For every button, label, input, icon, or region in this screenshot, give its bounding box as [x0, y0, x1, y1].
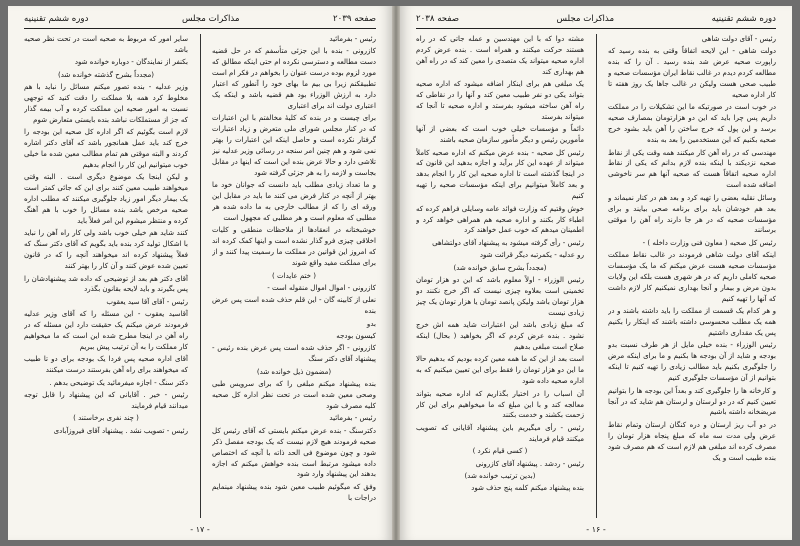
- paragraph: و کارخانه ها را جلوگیری کند و بعداً این بودجه ها را بتوانیم تعیین کنیم که در دو لرستان و لرستان هم شاید که در آنجا مریضخانه داشته باشیم: [608, 385, 776, 417]
- paragraph: یک مبلغی هم برای اینکار اضافه میشود که اداره صحیه بتواند یکی دو نفر طبیب معین کند و آنها را در نقاطی که راه آهن ساخته میشود بفرستد و اداره صحیه تا آنجا که میتواند بفرستد: [416, 79, 584, 121]
- paragraph: بکنفر از نمایندگان - دوباره خوانده شود: [74, 57, 188, 67]
- paragraph: کازرونی - اموال اموال منقوله است -: [267, 282, 376, 292]
- paragraph: آقای دکتر هم بعد از توضیحی که داده شد پیشنهادشان را پس بگیرند و باید لایحه بقانون بگذرد: [24, 273, 188, 294]
- left-page-title: مذاکرات مجلس: [181, 14, 240, 24]
- paragraph: کیسون بودجه: [336, 331, 376, 341]
- paragraph: مشته دوا که با این مهندسین و عمله جاتی که در راه هستند حرکت میکنند و همراه است . بنده عرض کردم اداره صحیه میتواند یک متصدی را معین کند که در راه آهن هم بهداری کند: [416, 34, 584, 76]
- paragraph: کنند شاید هم خیلی خوب باشد ولی کار راه آهن را نباید با اشکال تولید کرد بنده باید بگویم که آقای دکتر سنگ که فعلاً پیشنهاد کرده اند میخواهند آنچه را که در قانون تعیین شده عوض کنند و آن کار را بهتر کنند: [24, 228, 188, 271]
- paragraph: رئیس کل صحیه - بنده عرض میکنم که اداره صحیه کاملاً میتواند از عهده این کار برآید و اجازه بدهید این قانون که در اینجا گذشته است تا اداره صحیه این کار را انجام بدهد و بعد کاملاً میتوانیم برای اینکه مؤسسات صحیه را تهیه کنیم: [416, 147, 584, 201]
- left-page-header: [24, 10, 376, 29]
- paragraph: رئیس - آقای دولت شاهی: [701, 34, 776, 43]
- right-page-number: - ۱۶ -: [586, 525, 606, 534]
- paragraph: رئیس الوزراء - بنده خیلی مایل از هر طرف نسبت بدو بودجه و شاید از آن بودجه ها بکنیم و ما برای اینکه مرض را جلوگیری بکنیم باید مطالب زیادی را تهیه کنیم تا اینکه بتوانیم از آن مؤسسات جلوگیری کنیم: [608, 340, 776, 383]
- paragraph: رئیس - بفرمائید: [329, 413, 376, 423]
- right-page-label: صفحه ۲۰۳۸: [416, 14, 459, 24]
- paragraph: (بدین ترتیب خوانده شد): [464, 470, 536, 480]
- paragraph: لازم است بگوئیم که اگر اداره کل صحیه این بودجه را خرج کند باید عمل همانجور باشد که آقای دکتر اشاره کردند و البته موقتی هم تمام مطالب معین شده ما خیلی خوب میتوانیم این کار را انجام بدهیم: [24, 127, 188, 169]
- left-page-left-column: [24, 34, 188, 520]
- paragraph: ( کسی قیام نکرد ): [472, 446, 528, 456]
- paragraph: رئیس - رأی میگیریم باین پیشنهاد آقایانی که تصویب میکنند قیام فرمایند: [416, 422, 584, 443]
- right-column-divider: [596, 34, 597, 518]
- paragraph: (مجدداً بشرح گذشته خوانده شد): [57, 69, 155, 79]
- paragraph: اینکه آقای دولت شاهی فرمودند در غالب نقاط مملکت مؤسسات صحیه هست عرض میکنم که ما یک مؤسسات صحیه کاملی داریم که در هر شهری هست بلکه این ولایات بدون مرض و بیمار و آنجا بهداری نمیکنیم کار لازم داشت که آنها را تهیه کنیم: [608, 250, 776, 303]
- right-page-session: دوره ششم تقنینیه: [711, 14, 776, 24]
- left-page-session: دوره ششم تقنینیه: [24, 14, 89, 24]
- paragraph: نعلی از کابینه گان - این قلم حذف شده است پس عرض بنده: [212, 295, 376, 316]
- paragraph: است بعد از این که ما همه معین کرده بودیم که بدهیم حالا ما این دو هزار تومان را فقط برای این تعیین میکنیم که به اداره صحیه داده شود: [416, 354, 584, 386]
- paragraph: بدو: [366, 318, 376, 328]
- paragraph: رئیس کل صحیه ( معاون فنی وزارت داخله ) -: [642, 237, 776, 247]
- paragraph: و هر کدام یک قسمت از مملکت را باید داشته باشند و در همه یک مطلب محسوسی داشته باشند که اینکار را بکنیم پس یک مقداری داشتیم: [608, 306, 776, 338]
- paragraph: رو عدلیه - یکمرتبه دیگر قرائت شود: [479, 250, 584, 260]
- right-page: [400, 6, 792, 540]
- paragraph: خوش وقتیم که وزارت فوائد عامه وسایلی فراهم کرده که اطباء کار بکنند و اداره صحیه هم همراهی خواهد کرد و اطمینان میدهم که خوب عمل خواهند کرد: [416, 203, 584, 235]
- paragraph: وفق که میگوئیم طبیب معین شود بنده پیشنهاد مینمایم دراجات با: [212, 481, 376, 502]
- paragraph: رئیس - بفرمائید: [329, 34, 376, 43]
- paragraph: ( ختم عایدات ): [272, 270, 316, 280]
- paragraph: آقاسید یعقوب - این مسئله را که آقای وزیر عدلیه فرمودند عرض میکنم یک حقیقت دارد این مسئله که در راه آهن در اینجا مطرح شده این است که ما میخواهیم کار مملکت را به آن ترتیب پیش ببریم: [24, 309, 188, 351]
- left-column-divider: [200, 34, 201, 518]
- paragraph: رئیس - خیر . آقایانی که این پیشنهاد را قابل توجه میدانند قیام فرمایند: [24, 390, 188, 410]
- paragraph: آن اسباب را در اختیار بگذاریم که اداره صحیه بتواند معالجه کند و با این مبلغ که ما میخواهیم برای این کار زحمت بکشند و خدمت بکنند: [416, 388, 584, 420]
- paragraph: وسائل نقلیه بعضی را تهیه کرد و بعد هم در کنار نمیماند و بعد هم خودشان باید برای برنامه صحی بیایند و برای مؤسسات صحیه که در هر جا دارند راه آهن را موقتی برسانند: [608, 192, 776, 235]
- paragraph: در خوب است در صورتیکه ما این تشکیلات را در مملکت داریم پس چرا باید که این دو هزارتومان بمصارف صحیه برسد و این پول که خرج ساختن را آهن باید بشود خرج صحیه بکنیم که این مستخدمین را بعد به بنده: [608, 102, 776, 145]
- paragraph: دائماً و مؤسسات خیلی خوب است که بعضی از آنها مأمورین رئیس و دیگر مأمور سازمان صحیه باشند: [416, 124, 584, 145]
- paragraph: که مبلغ زیادی باشد این اعتبارات شاید همه اش خرج نشود . بنده عرض کردم که اگر بخواهید ( بحال) اینکه صلاح است مبلغی بدهیم: [416, 320, 584, 351]
- paragraph: وزیر عدلیه - بنده تصور میکنم مسائل را نباید با هم مخلوط کرد همه بلا مملکت را دقت کنید که توجهی نسبت به امور صحیه این مملکت کرده و آب بیمه گذار که جز از مستملکات نباشد بنده بایستی متعارض شوم: [24, 82, 188, 124]
- right-page-title: مذاکرات مجلس: [556, 14, 615, 24]
- left-page-number: - ۱۷ -: [190, 525, 210, 534]
- paragraph: رئیس - تصویب نشد . پیشنهاد آقای فیروزآبادی: [53, 425, 188, 435]
- book-spine: [392, 6, 400, 540]
- paragraph: سایر امور که مربوط به صحیه است در تحت نظر صحیه باشد: [24, 34, 188, 54]
- paragraph: دکترسنگ - بنده عرض میکنم بایستی که آقای رئیس کل صحیه فرمودند هیچ لازم نیست که یک بودجه مفصل ذکر شود و چون موضوع فی الحد ذاته با آنچه که اختصاص داده میشود مرتبط است بنده خواهش میکنم که اجازه بدهند این پیشنهاد وارد شود: [212, 425, 376, 479]
- paragraph: کازرونی - اگر حذف شده است پس عرض بنده رئیس - پیشنهاد آقای دکتر سنگ: [212, 343, 376, 364]
- right-page-header: [416, 10, 776, 29]
- paragraph: دکتر سنگ - اجازه میفرمائید یک توضیحی بدهم .: [49, 377, 188, 387]
- right-page-right-column: [608, 34, 776, 520]
- paragraph: آقای اداره صحیه پس فردا یک بودجه برای دو تا طبیب که میخواهند برای راه آهن بفرستند درست میکنند: [24, 354, 188, 375]
- paragraph: رئیس - رأی گرفته میشود به پیشنهاد آقای دولتشاهی: [432, 237, 584, 247]
- paragraph: بنده پیشنهاد میکنم مبلغی را که برای سرویس طبی وصحی معین شده است در تحت نظر اداره کل صحیه کلیه مصرف شود: [212, 379, 376, 410]
- paragraph: ( چند نفری برخاستند ): [73, 413, 139, 423]
- paragraph: در دو آب ریز ارستان و دره کنگان ارستان وتمام نقاط عرض ولی مدت سه ماه که مبلغ پنجاه هزار تومان را مصرف کرده اند مبلغی هم لازم است که هم مصرف شود بنده طبیب است و یک: [608, 419, 776, 462]
- paragraph: (مضمون ذیل خوانده شد): [256, 366, 332, 376]
- paragraph: و لیکن اینجا یک موضوع دیگری است . البته وقتی میخواهند طبیب معین کنند برای این که جائی کمتر است یک بیمار دیگر امور زیاد جلوگیری میکنند که مطلب اداره صحیه مرخص باشد بنده مسائل را خوب با هم آهنگ کرده و منتظر میشوم این امر فعلاً باید: [24, 172, 188, 225]
- paragraph: (مجدداً بشرح سابق خوانده شد): [453, 262, 547, 272]
- right-page-left-column: [416, 34, 584, 520]
- paragraph: خوشبختانه در انعقادها از ملاحظات منطقی و کلیات اخلاقی چیزی فرو گذار نشده است و اینها کمک کرده اند که امروز این قوانین در مملکت ما رسمیت پیدا کنند و از برای مملکت مفید واقع شوند: [212, 225, 376, 268]
- paragraph: برای چیست و در بنده که کلیهٔ مخالفتم با این اعتبارات که در کنار مجلس شورای ملی متعرض و زیاد اعتبارات گرفتار نکرده است و حاصل اینکه این اعتبارات را بهتر نمی شود و هم چنین امر سنجه در رسائی وزیر عدلیه نیز تلاشی دارد و حالا عرض بنده این است که اینها در مقابل بجاست و لازمه را به هر جزئی گرفته شود: [212, 113, 376, 177]
- paragraph: رئیس الوزراء - اولاً معلوم باشد که این دو هزار تومان تخمینی است بعلاوه چیزی نیست که اگر خرج نکنند دو هزار تومان باشد ولیکن پانصد تومان یا هزار تومان یک چیز زیادی نیست: [416, 275, 584, 317]
- paragraph: بنده پیشنهاد میکنم کلمه پنج حذف شود: [471, 483, 584, 493]
- paragraph: مهندسی که در راه آهن کار میکنند همه وقت یکی از نقاط صحیه نزدیکند با اینکه بنده لازم بدانم که یکی از نقاط اداره صحیه اتفاقاً هست که صحیه آنها هم سر ناخوشی اضافه شده است: [608, 147, 776, 190]
- left-page-label: صفحه ۲۰۳۹: [333, 14, 376, 24]
- paragraph: رئیس - آقای آقا سید یعقوب: [106, 296, 188, 306]
- paragraph: دولت شاهی - این لایحه اتفاقاً وقتی به بنده رسید که راپورت صحیه عرض شد بنده رسید . آن را که بنده مطالعه کردم دیدم در غالب نقاط ایران مؤسسات صحیه و طبیب صحی هست ولیکن در غالب جاها یک روز هفته تا کار اداره صحیه: [608, 46, 776, 100]
- paragraph: رئیس - ردشد . پیشنهاد آقای کازرونی: [475, 458, 584, 468]
- left-page-right-column: [212, 34, 376, 520]
- paragraph: و ما تعداد زیادی مطلب باید دانست که جوانان خود ما بهتر از آنچه در کنار فرض می کنند ما باید در مقابل این ورقه ای را که از مطالب خارجی به ما داده شده هر مطلبی که معلوم است و هر مطلبی که مجهول است: [212, 180, 376, 222]
- left-page: [8, 6, 392, 540]
- paragraph: کازرونی - بنده با این جزئی متأسفم که در حل قضیه دست مطالعه و دسترسی نکرده ام حتی اینکه مطالق که مورد لزوم بوده درست عنوان را بخواهم در فکر ام است تطبیقکنم زیرا بی بیم ما بهای خود را آنطور که اعتبار دارد به ارزش الوزراء بود هم قضیه باشد و اینکه یک اعتباری دولت اند برای اعتباری: [212, 46, 376, 110]
